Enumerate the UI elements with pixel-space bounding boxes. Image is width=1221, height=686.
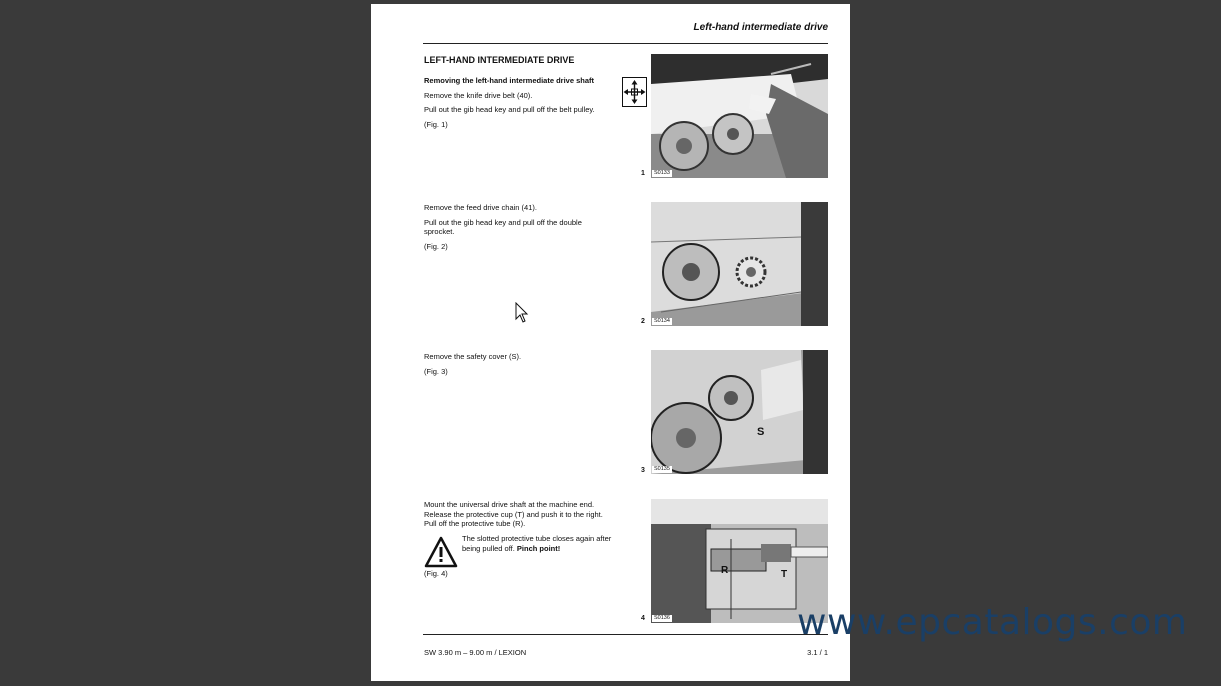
- step-3-text: [424, 352, 614, 381]
- page-header-title: Left-hand intermediate drive: [693, 22, 828, 33]
- document-page: [371, 4, 850, 681]
- warning-text-bold: Pinch point!: [516, 543, 561, 553]
- figure-3-photo: [651, 350, 828, 474]
- move-icon: [622, 77, 647, 107]
- figure-2-number: 2: [641, 318, 645, 325]
- step-2-line-1: Remove the feed drive chain (41).: [424, 203, 537, 212]
- figure-4-label-t: T: [781, 569, 788, 580]
- figure-3-code: S0135: [654, 466, 670, 472]
- footer-page-number: 3.1 / 1: [807, 648, 828, 657]
- mouse-cursor-icon: [515, 302, 529, 324]
- step-2-text: [424, 203, 614, 256]
- footer-model: SW 3.90 m – 9.00 m / LEXION: [424, 648, 527, 657]
- watermark: www.epcatalogs.com: [797, 602, 1188, 643]
- step-1-line-2: Pull out the gib head key and pull off the belt pulley.: [424, 105, 595, 115]
- step-2-line-2: Pull out the gib head key and pull off the double sprocket.: [424, 217, 582, 237]
- warning-icon: [424, 536, 458, 568]
- section-title: LEFT-HAND INTERMEDIATE DRIVE: [424, 55, 575, 65]
- warning-text: [462, 534, 612, 553]
- figure-1-photo: [651, 54, 828, 178]
- figure-1-number: 1: [641, 170, 645, 177]
- step-3-fig-ref: (Fig. 3): [424, 366, 448, 376]
- figure-3-number: 3: [641, 467, 645, 474]
- figure-2-code: S0134: [654, 318, 670, 324]
- figure-4-number: 4: [641, 615, 645, 622]
- figure-4-label-r: R: [721, 565, 729, 576]
- header-divider: [423, 43, 828, 44]
- step-4-main: Mount the universal drive shaft at the machine end. Release the protective cup (T) and push it to the right. Pull off the protective tube (R).: [424, 500, 603, 529]
- figure-3-label-s: S: [757, 426, 765, 438]
- step-1-text: [424, 76, 614, 134]
- step-2-fig-ref: (Fig. 2): [424, 241, 448, 251]
- step-4-text: [424, 500, 614, 534]
- figure-2-photo: [651, 202, 828, 326]
- step-1-line-1: Remove the knife drive belt (40).: [424, 90, 533, 100]
- figure-1-code: S0133: [654, 170, 670, 176]
- step-1-fig-ref: (Fig. 1): [424, 119, 448, 129]
- section-subtitle: Removing the left-hand intermediate drive shaft: [424, 76, 595, 85]
- footer-divider: [423, 634, 828, 635]
- warning-text-normal: The slotted protective tube closes again after being pulled off.: [462, 534, 612, 553]
- step-3-line-1: Remove the safety cover (S).: [424, 352, 522, 361]
- step-4-fig-ref: (Fig. 4): [424, 569, 448, 578]
- figure-4-code: S0136: [654, 615, 670, 621]
